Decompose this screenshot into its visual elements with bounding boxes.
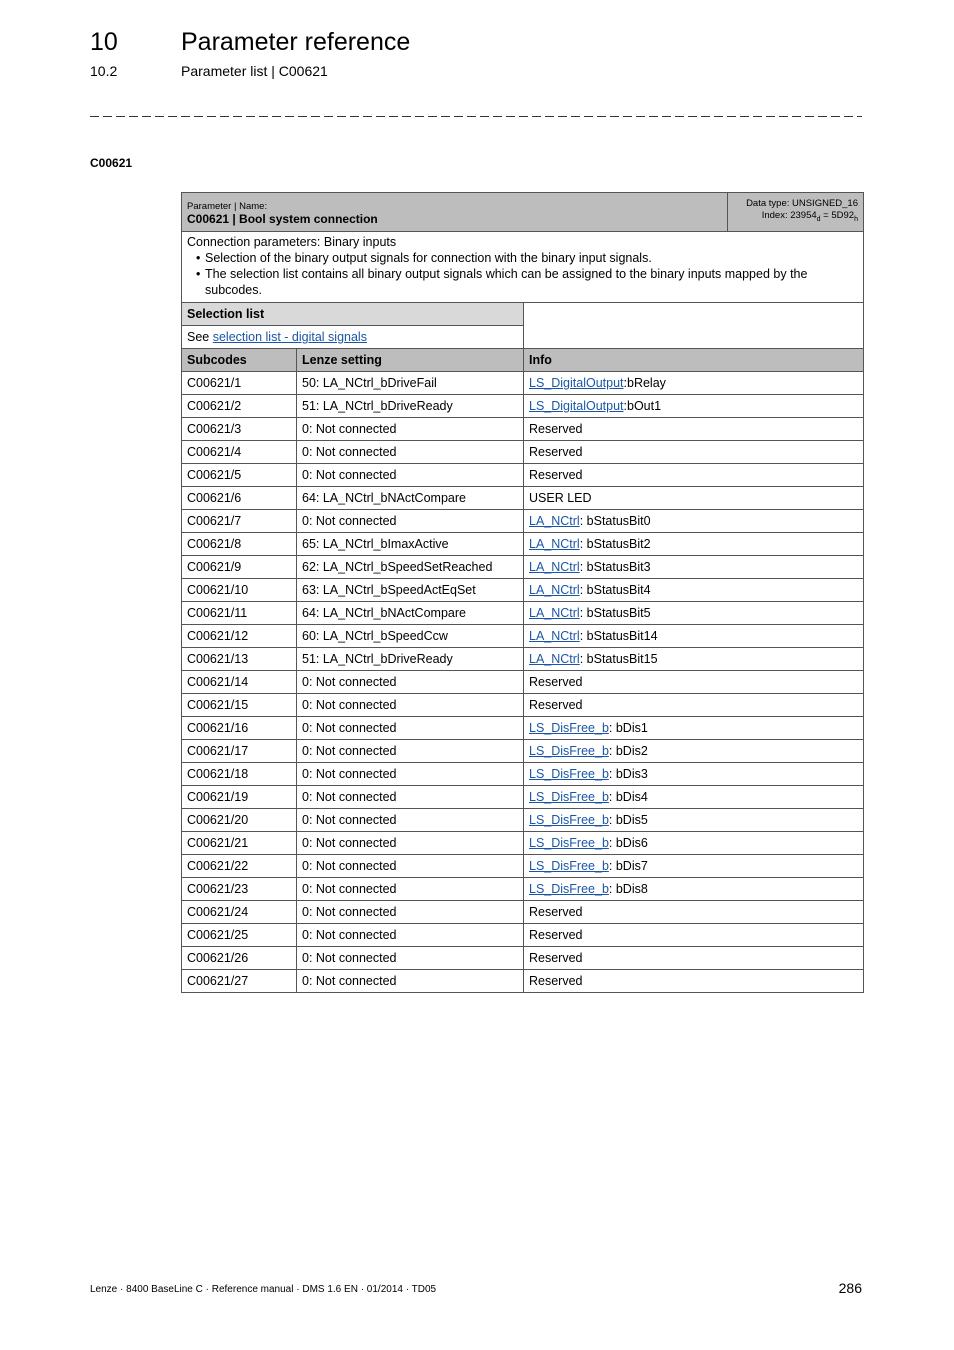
selection-heading-row — [182, 303, 864, 326]
subcode-cell: C00621/18 — [182, 763, 297, 786]
info-link[interactable]: LA_NCtrl — [529, 514, 580, 528]
info-text: : bDis8 — [608, 882, 648, 896]
subcode-cell: C00621/8 — [182, 533, 297, 556]
table-row — [182, 648, 864, 671]
subcode-cell: C00621/1 — [182, 372, 297, 395]
lenze-setting-cell: 63: LA_NCtrl_bSpeedActEqSet — [297, 579, 524, 602]
lenze-setting-cell: 0: Not connected — [297, 786, 524, 809]
info-text: : bDis4 — [608, 790, 648, 804]
info-cell — [524, 694, 864, 717]
table-row — [182, 924, 864, 947]
subcode-cell: C00621/10 — [182, 579, 297, 602]
column-header-lenze-setting: Lenze setting — [297, 349, 524, 372]
lenze-setting-cell: 0: Not connected — [297, 855, 524, 878]
lenze-setting-cell: 0: Not connected — [297, 832, 524, 855]
info-text: Reserved — [529, 445, 583, 459]
data-type: Data type: UNSIGNED_16 — [746, 198, 858, 209]
info-text: : bStatusBit15 — [579, 652, 658, 666]
index-value — [728, 210, 858, 226]
lenze-setting-cell: 0: Not connected — [297, 878, 524, 901]
subcode-cell: C00621/21 — [182, 832, 297, 855]
info-text: : bStatusBit4 — [579, 583, 651, 597]
lenze-setting-cell: 0: Not connected — [297, 809, 524, 832]
footer-text: Lenze · 8400 BaseLine C · Reference manual · DMS 1.6 EN · 01/2014 · TD05 — [90, 1284, 437, 1295]
table-row — [182, 395, 864, 418]
info-cell — [524, 602, 864, 625]
info-text: Reserved — [529, 974, 583, 988]
info-link[interactable]: LS_DisFree_b — [529, 882, 609, 896]
table-row — [182, 602, 864, 625]
info-text: Reserved — [529, 468, 583, 482]
lenze-setting-cell: 65: LA_NCtrl_bImaxActive — [297, 533, 524, 556]
lenze-setting-cell: 0: Not connected — [297, 717, 524, 740]
selection-empty-cell — [524, 303, 864, 349]
subcode-cell: C00621/16 — [182, 717, 297, 740]
subcode-cell: C00621/20 — [182, 809, 297, 832]
info-link[interactable]: LS_DisFree_b — [529, 767, 609, 781]
info-link[interactable]: LA_NCtrl — [529, 629, 580, 643]
info-cell — [524, 763, 864, 786]
subcode-cell: C00621/14 — [182, 671, 297, 694]
info-cell — [524, 786, 864, 809]
lenze-setting-cell: 0: Not connected — [297, 970, 524, 993]
info-link[interactable]: LA_NCtrl — [529, 537, 580, 551]
code-heading: C00621 — [90, 156, 133, 170]
description-cell — [182, 232, 864, 303]
info-cell — [524, 625, 864, 648]
info-text: : bStatusBit5 — [579, 606, 651, 620]
table-row — [182, 694, 864, 717]
info-link[interactable]: LA_NCtrl — [529, 606, 580, 620]
subcode-cell: C00621/25 — [182, 924, 297, 947]
see-text: See — [187, 330, 213, 344]
column-header-row — [182, 349, 864, 372]
info-text: : bDis1 — [608, 721, 648, 735]
info-text: Reserved — [529, 675, 583, 689]
selection-list-heading: Selection list — [182, 303, 524, 326]
lenze-setting-cell: 0: Not connected — [297, 464, 524, 487]
info-text: Reserved — [529, 698, 583, 712]
info-cell — [524, 487, 864, 510]
subcode-cell: C00621/26 — [182, 947, 297, 970]
column-header-info: Info — [524, 349, 864, 372]
info-cell — [524, 970, 864, 993]
subcode-cell: C00621/15 — [182, 694, 297, 717]
description-row — [182, 232, 864, 303]
info-text: : bDis6 — [608, 836, 648, 850]
selection-list-link[interactable]: selection list - digital signals — [212, 330, 367, 344]
info-cell — [524, 464, 864, 487]
description-bullets — [187, 250, 858, 298]
table-row — [182, 855, 864, 878]
info-text: :bOut1 — [623, 399, 662, 413]
lenze-setting-cell: 62: LA_NCtrl_bSpeedSetReached — [297, 556, 524, 579]
info-text: : bStatusBit2 — [579, 537, 651, 551]
info-link[interactable]: LS_DigitalOutput — [529, 376, 624, 390]
lenze-setting-cell: 0: Not connected — [297, 947, 524, 970]
info-cell — [524, 855, 864, 878]
info-link[interactable]: LS_DisFree_b — [529, 744, 609, 758]
info-cell — [524, 809, 864, 832]
info-link[interactable]: LA_NCtrl — [529, 652, 580, 666]
section-number: 10.2 — [90, 63, 118, 79]
subcode-cell: C00621/24 — [182, 901, 297, 924]
lenze-setting-cell: 0: Not connected — [297, 924, 524, 947]
subcode-cell: C00621/23 — [182, 878, 297, 901]
table-row — [182, 671, 864, 694]
subcode-cell: C00621/2 — [182, 395, 297, 418]
table-row — [182, 717, 864, 740]
info-cell — [524, 579, 864, 602]
column-header-subcodes: Subcodes — [182, 349, 297, 372]
info-link[interactable]: LS_DigitalOutput — [529, 399, 624, 413]
info-text: Reserved — [529, 951, 583, 965]
lenze-setting-cell: 60: LA_NCtrl_bSpeedCcw — [297, 625, 524, 648]
info-cell — [524, 395, 864, 418]
lenze-setting-cell: 50: LA_NCtrl_bDriveFail — [297, 372, 524, 395]
info-text: : bDis2 — [608, 744, 648, 758]
index-sub-d: d — [816, 215, 821, 223]
info-link[interactable]: LS_DisFree_b — [529, 859, 609, 873]
table-row — [182, 947, 864, 970]
info-cell — [524, 648, 864, 671]
info-text: : bStatusBit3 — [579, 560, 651, 574]
table-row — [182, 901, 864, 924]
subcode-cell: C00621/11 — [182, 602, 297, 625]
info-text: Reserved — [529, 905, 583, 919]
subcode-cell: C00621/9 — [182, 556, 297, 579]
info-cell — [524, 901, 864, 924]
table-row — [182, 579, 864, 602]
parameter-label: Parameter | Name: — [187, 200, 268, 212]
table-row — [182, 832, 864, 855]
lenze-setting-cell: 0: Not connected — [297, 740, 524, 763]
parameter-table — [181, 192, 864, 993]
info-link[interactable]: LA_NCtrl — [529, 583, 580, 597]
info-text: Reserved — [529, 928, 583, 942]
lenze-setting-cell: 0: Not connected — [297, 418, 524, 441]
lenze-setting-cell: 51: LA_NCtrl_bDriveReady — [297, 395, 524, 418]
subcode-cell: C00621/3 — [182, 418, 297, 441]
info-text: Reserved — [529, 422, 583, 436]
subcode-cell: C00621/7 — [182, 510, 297, 533]
table-row — [182, 763, 864, 786]
info-cell — [524, 372, 864, 395]
subcode-cell: C00621/19 — [182, 786, 297, 809]
lenze-setting-cell: 64: LA_NCtrl_bNActCompare — [297, 487, 524, 510]
selection-see-cell — [182, 326, 524, 349]
subcode-cell: C00621/4 — [182, 441, 297, 464]
subcode-cell: C00621/6 — [182, 487, 297, 510]
table-row — [182, 418, 864, 441]
lenze-setting-cell: 0: Not connected — [297, 510, 524, 533]
info-cell — [524, 878, 864, 901]
table-row — [182, 441, 864, 464]
info-link[interactable]: LS_DisFree_b — [529, 813, 609, 827]
info-cell — [524, 740, 864, 763]
table-row — [182, 556, 864, 579]
subcode-cell: C00621/17 — [182, 740, 297, 763]
info-link[interactable]: LA_NCtrl — [529, 560, 580, 574]
chapter-number: 10 — [90, 28, 118, 56]
info-cell — [524, 947, 864, 970]
lenze-setting-cell: 0: Not connected — [297, 671, 524, 694]
info-text: : bStatusBit14 — [579, 629, 658, 643]
table-row — [182, 533, 864, 556]
info-cell — [524, 924, 864, 947]
lenze-setting-cell: 0: Not connected — [297, 763, 524, 786]
subcode-cell: C00621/27 — [182, 970, 297, 993]
info-text: :bRelay — [623, 376, 666, 390]
info-cell — [524, 556, 864, 579]
subcode-cell: C00621/22 — [182, 855, 297, 878]
table-row — [182, 878, 864, 901]
description-intro: Connection parameters: Binary inputs — [187, 235, 397, 249]
subcode-cell: C00621/5 — [182, 464, 297, 487]
lenze-setting-cell: 64: LA_NCtrl_bNActCompare — [297, 602, 524, 625]
lenze-setting-cell: 0: Not connected — [297, 694, 524, 717]
lenze-setting-cell: 51: LA_NCtrl_bDriveReady — [297, 648, 524, 671]
table-row — [182, 786, 864, 809]
index-sub-h: h — [854, 215, 858, 223]
info-cell — [524, 832, 864, 855]
info-cell — [524, 717, 864, 740]
chapter-title: Parameter reference — [181, 28, 411, 56]
dashed-divider — [90, 108, 862, 118]
info-cell — [524, 441, 864, 464]
info-cell — [524, 418, 864, 441]
info-link[interactable]: LS_DisFree_b — [529, 790, 609, 804]
info-text: USER LED — [529, 491, 592, 505]
description-bullet: • Selection of the binary output signals for connection with the binary input signals. — [205, 250, 858, 266]
lenze-setting-cell: 0: Not connected — [297, 901, 524, 924]
info-text: : bStatusBit0 — [579, 514, 651, 528]
subcode-cell: C00621/12 — [182, 625, 297, 648]
description-bullet: • The selection list contains all binary output signals which can be assigned to the binary inputs mapped by the subcodes. — [205, 266, 858, 298]
table-row — [182, 464, 864, 487]
info-link[interactable]: LS_DisFree_b — [529, 721, 609, 735]
table-row — [182, 970, 864, 993]
table-row — [182, 372, 864, 395]
info-text: : bDis3 — [608, 767, 648, 781]
section-title: Parameter list | C00621 — [181, 63, 328, 79]
index-prefix: Index: 23954 — [761, 210, 817, 221]
table-row — [182, 809, 864, 832]
info-cell — [524, 510, 864, 533]
table-row — [182, 625, 864, 648]
parameter-name: C00621 | Bool system connection — [187, 211, 378, 226]
subcode-cell: C00621/13 — [182, 648, 297, 671]
table-row — [182, 487, 864, 510]
data-type-block — [727, 192, 863, 232]
info-cell — [524, 533, 864, 556]
page-number: 286 — [838, 1280, 862, 1296]
info-cell — [524, 671, 864, 694]
lenze-setting-cell: 0: Not connected — [297, 441, 524, 464]
table-row — [182, 740, 864, 763]
table-row — [182, 510, 864, 533]
info-text: : bDis7 — [608, 859, 648, 873]
info-link[interactable]: LS_DisFree_b — [529, 836, 609, 850]
index-mid: = 5D92 — [820, 210, 855, 221]
info-text: : bDis5 — [608, 813, 648, 827]
